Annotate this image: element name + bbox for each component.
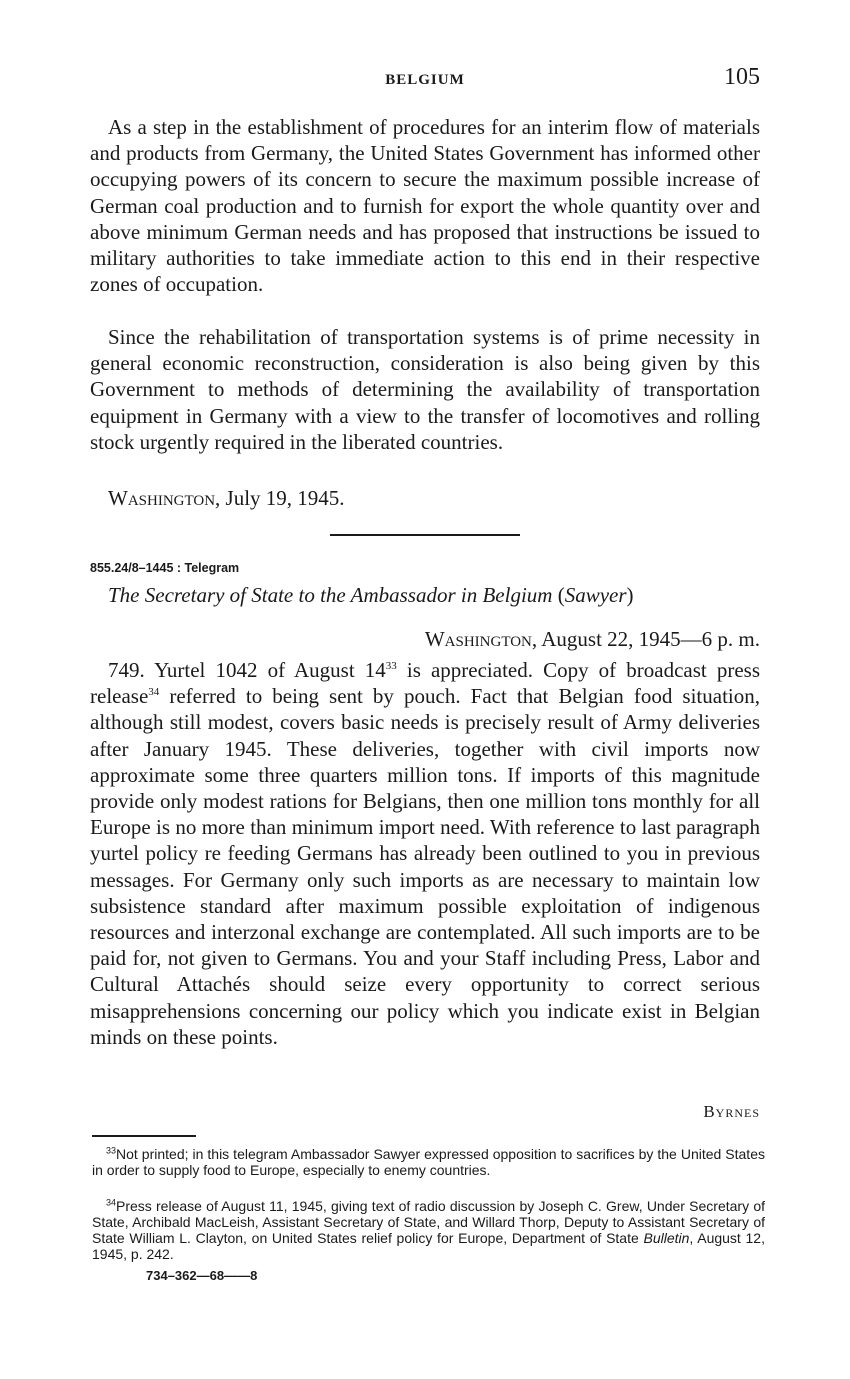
footnote-34-number: 34 [106,1197,117,1208]
dateline-1-date: , July 19, 1945. [215,486,345,510]
paragraph-1: As a step in the establishment of procedures for an interim flow of materials and products from Germany, the United States Government has informed other occupying powers of its concern to secure the maximum possible increase of German coal production and to furnish for export the whole quantity over and above minimum German needs and has proposed that instructions be issued to military authorities to take immediate action to this end in their respective zones of occupation. [90,115,760,297]
page-number: 105 [724,64,760,90]
footnote-33 [92,1146,765,1178]
footnote-33-number: 33 [106,1145,117,1156]
telegram-dateline-date: , August 22, 1945—6 p. m. [531,627,760,651]
telegram-heading [108,583,634,608]
heading-open-paren: ( [557,583,565,607]
telegram-body-a: 749. Yurtel 1042 of August 14 [108,658,386,682]
footnote-34-text-b: , August 12, 1945, p. 242. [92,1230,765,1262]
paragraph-2: Since the rehabilitation of transportation systems is of prime necessity in general economic reconstruction, consideration is also being given by this Government to methods of determining the availability of transportation equipment in Germany with a view to the transfer of locomotives and rolling stock urgently required in the liberated countries. [90,325,760,454]
heading-main: The Secretary of State to the Ambassador in Belgium [108,583,558,607]
dateline-1-place: Washington [108,486,216,510]
running-head: BELGIUM [385,72,465,88]
print-code: 734–362—68——8 [146,1268,258,1283]
footnote-34 [92,1198,765,1262]
document-reference: 855.24/8–1445 : Telegram [90,561,240,575]
signature: Byrnes [703,1102,760,1121]
footnote-ref-34: 34 [148,686,160,699]
footnote-34-italic: Bulletin [643,1230,690,1246]
heading-close-paren: ) [626,583,634,607]
footnote-rule [92,1135,196,1137]
telegram-body [90,657,760,1050]
footnote-34-text-a: Press release of August 11, 1945, giving text of radio discussion by Joseph C. Grew, Under Secretary of State, Archibald MacLeish, Assistant Secretary of State, and Willard Thorp, Deputy to Assistant Secretary of State William L. Clayton, on United States relief policy for Europe, Department of State [92,1198,765,1246]
page-header [90,64,760,94]
footnote-ref-33: 33 [385,660,397,672]
telegram-dateline-place: Washington [424,627,532,651]
section-divider [330,534,520,536]
dateline-1 [108,486,345,511]
footnote-33-text: Not printed; in this telegram Ambassador Sawyer expressed opposition to sacrifices by the United States in order to supply food to Europe, especially to enemy countries. [92,1146,765,1178]
telegram-body-c: referred to being sent by pouch. Fact that Belgian food situation, although still modest, covers basic needs is precisely result of Army deliveries after January 1945. These deliveries, together with civil imports now approximate some three quarters million tons. If imports of this magnitude provide only modest rations for Belgians, then one million tons monthly for all Europe is no more than minimum import need. With reference to last paragraph yurtel policy re feeding Germans has already been outlined to you in previous messages. For Germany only such imports as are necessary to maintain low subsistence standard after maximum possible exploitation of indigenous resources and interzonal exchange are contemplated. All such imports are to be paid for, not given to Germans. You and your Staff including Press, Labor and Cultural Attachés should seize every opportunity to correct serious misapprehensions concerning our policy which you indicate exist in Belgian minds on these points. [90,684,760,1049]
telegram-body-b: is appreciated. Copy of broadcast press release [90,658,760,709]
heading-name: Sawyer [564,583,627,607]
telegram-dateline [425,627,760,652]
